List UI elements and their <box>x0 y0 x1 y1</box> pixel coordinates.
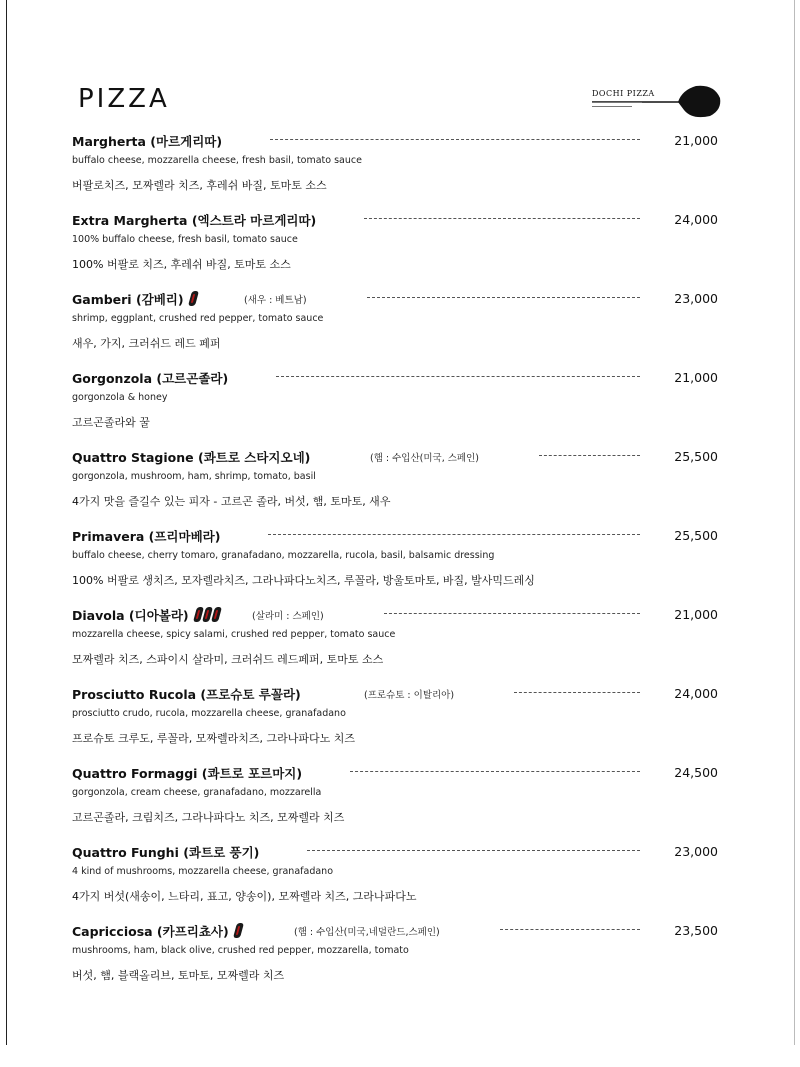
menu-item-price: 24,000 <box>674 686 718 701</box>
menu-item-name <box>72 369 228 387</box>
menu-item <box>72 286 722 365</box>
menu-item-description-ko: 버섯, 햄, 블랙올리브, 토마토, 모짜렐라 치즈 <box>72 969 285 982</box>
leader-dots <box>367 297 640 298</box>
menu-item-header <box>72 839 722 861</box>
menu-item-name <box>72 290 199 309</box>
menu-item-description-ko: 프로슈토 크루도, 루꼴라, 모짜렐라치즈, 그라나파다노 치즈 <box>72 732 355 745</box>
menu-item-name <box>72 764 302 782</box>
menu-item-header <box>72 207 722 229</box>
chili-pepper-icon <box>188 291 199 306</box>
menu-item-header <box>72 365 722 387</box>
menu-item-description-ko: 고르곤졸라와 꿀 <box>72 416 150 429</box>
menu-item-name <box>72 922 244 941</box>
menu-item-price: 23,000 <box>674 291 718 306</box>
menu-item-name-text: Gorgonzola (고르곤졸라) <box>72 371 229 386</box>
menu-item-description-en: prosciutto crudo, rucola, mozzarella cheese, granafadano <box>72 708 346 719</box>
menu-item-header <box>72 286 722 308</box>
menu-item-description-en: mushrooms, ham, black olive, crushed red pepper, mozzarella, tomato <box>72 945 409 956</box>
menu-item <box>72 760 722 839</box>
leader-dots <box>364 218 640 219</box>
menu-item-name <box>72 685 301 703</box>
menu-item-description-ko: 4가지 맛을 즐길수 있는 피자 - 고르곤 졸라, 버섯, 햄, 토마토, 새우 <box>72 495 391 508</box>
spicy-indicator <box>190 291 199 309</box>
menu-item-name-text: Gamberi (감베리) <box>72 292 184 307</box>
menu-item-description-ko: 새우, 가지, 크러쉬드 레드 페퍼 <box>72 337 221 350</box>
origin-note: (햄 : 수입산(미국, 스페인) <box>370 453 479 464</box>
chili-pepper-icon <box>233 923 244 938</box>
menu-item-name-text: Extra Margherta (엑스트라 마르게리따) <box>72 213 317 228</box>
menu-item <box>72 365 722 444</box>
menu-item-description-en: gorgonzola & honey <box>72 392 168 403</box>
page-border-left <box>6 0 7 1045</box>
menu-item <box>72 444 722 523</box>
menu-item-description-ko: 100% 버팔로 생치즈, 모자렐라치즈, 그라나파다노치즈, 루꼴라, 방울토마토, 바질, 발사믹드레싱 <box>72 574 535 587</box>
menu-item-price: 25,500 <box>674 528 718 543</box>
page-border-right <box>794 0 795 1045</box>
menu-item-price: 21,000 <box>674 133 718 148</box>
menu-item-header <box>72 523 722 545</box>
menu-item-header <box>72 918 722 940</box>
menu-item-name-text: Quattro Formaggi (콰트로 포르마지) <box>72 766 303 781</box>
menu-item-description-en: mozzarella cheese, spicy salami, crushed red pepper, tomato sauce <box>72 629 396 640</box>
menu-item-description-ko: 버팔로치즈, 모짜렐라 치즈, 후레쉬 바질, 토마토 소스 <box>72 179 327 192</box>
menu-item-description-ko: 4가지 버섯(새송이, 느타리, 표고, 양송이), 모짜렐라 치즈, 그라나파다노 <box>72 890 417 903</box>
menu-item-description-en: 100% buffalo cheese, fresh basil, tomato sauce <box>72 234 298 245</box>
menu-item-price: 21,000 <box>674 370 718 385</box>
menu-item <box>72 602 722 681</box>
menu-item-description-en: buffalo cheese, mozzarella cheese, fresh basil, tomato sauce <box>72 155 362 166</box>
leader-dots <box>276 376 640 377</box>
menu-item-name <box>72 606 222 625</box>
origin-note: (햄 : 수입산(미국,네덜란드,스페인) <box>294 927 440 938</box>
leader-dots <box>384 613 640 614</box>
leader-dots <box>270 139 640 140</box>
origin-note: (프로슈토 : 이탈리아) <box>364 690 455 701</box>
menu-item-header <box>72 444 722 466</box>
menu-item <box>72 523 722 602</box>
menu-item-name <box>72 448 310 466</box>
leader-dots <box>500 929 640 930</box>
menu-item-name <box>72 527 220 545</box>
menu-item-name-text: Quattro Stagione (콰트로 스타지오네) <box>72 450 311 465</box>
menu-item-name <box>72 843 259 861</box>
peel-logo-icon <box>592 80 722 120</box>
menu-item-description-ko: 고르곤졸라, 크림치즈, 그라나파다노 치즈, 모짜렐라 치즈 <box>72 811 345 824</box>
menu-item <box>72 207 722 286</box>
origin-note: (새우 : 베트남) <box>244 295 307 306</box>
menu-item-name <box>72 132 222 150</box>
menu-item-name <box>72 211 316 229</box>
menu-item-name-text: Margherta (마르게리따) <box>72 134 223 149</box>
dochi-pizza-logo <box>592 80 722 120</box>
spicy-indicator <box>235 923 244 941</box>
menu-item <box>72 681 722 760</box>
menu-item-price: 23,000 <box>674 844 718 859</box>
menu-item-description-en: buffalo cheese, cherry tomaro, granafadano, mozzarella, rucola, basil, balsamic dressing <box>72 550 495 561</box>
menu-item-description-en: gorgonzola, mushroom, ham, shrimp, tomato, basil <box>72 471 316 482</box>
menu-item-header <box>72 602 722 624</box>
leader-dots <box>307 850 640 851</box>
menu-item-name-text: Primavera (프리마베라) <box>72 529 221 544</box>
menu-item <box>72 128 722 207</box>
menu-item <box>72 918 722 997</box>
menu-item-name-text: Capricciosa (카프리쵸사) <box>72 924 229 939</box>
page-bottom-gap <box>0 1045 800 1067</box>
menu-item-description-ko: 100% 버팔로 치즈, 후레쉬 바질, 토마토 소스 <box>72 258 291 271</box>
logo-brand-text: DOCHI PIZZA <box>592 89 655 98</box>
leader-dots <box>268 534 640 535</box>
origin-note: (살라미 : 스페인) <box>252 611 324 622</box>
menu-item-price: 21,000 <box>674 607 718 622</box>
menu-item-description-en: gorgonzola, cream cheese, granafadano, mozzarella <box>72 787 322 798</box>
menu-item-price: 24,000 <box>674 212 718 227</box>
page-title: PIZZA <box>78 84 170 114</box>
menu-item-name-text: Prosciutto Rucola (프로슈토 루꼴라) <box>72 687 301 702</box>
spicy-indicator <box>195 607 222 625</box>
menu-item-header <box>72 128 722 150</box>
pizza-menu-list <box>72 128 722 997</box>
menu-item-name-text: Diavola (디아볼라) <box>72 608 189 623</box>
menu-item-description-ko: 모짜렐라 치즈, 스파이시 살라미, 크러쉬드 레드페퍼, 토마토 소스 <box>72 653 384 666</box>
logo-fine-print <box>592 102 642 110</box>
menu-item-description-en: shrimp, eggplant, crushed red pepper, tomato sauce <box>72 313 324 324</box>
leader-dots <box>514 692 640 693</box>
menu-item-description-en: 4 kind of mushrooms, mozzarella cheese, granafadano <box>72 866 334 877</box>
menu-item-header <box>72 681 722 703</box>
menu-item-price: 25,500 <box>674 449 718 464</box>
menu-item-name-text: Quattro Funghi (콰트로 풍기) <box>72 845 260 860</box>
menu-item <box>72 839 722 918</box>
leader-dots <box>539 455 640 456</box>
menu-item-header <box>72 760 722 782</box>
menu-item-price: 24,500 <box>674 765 718 780</box>
leader-dots <box>350 771 640 772</box>
menu-item-price: 23,500 <box>674 923 718 938</box>
